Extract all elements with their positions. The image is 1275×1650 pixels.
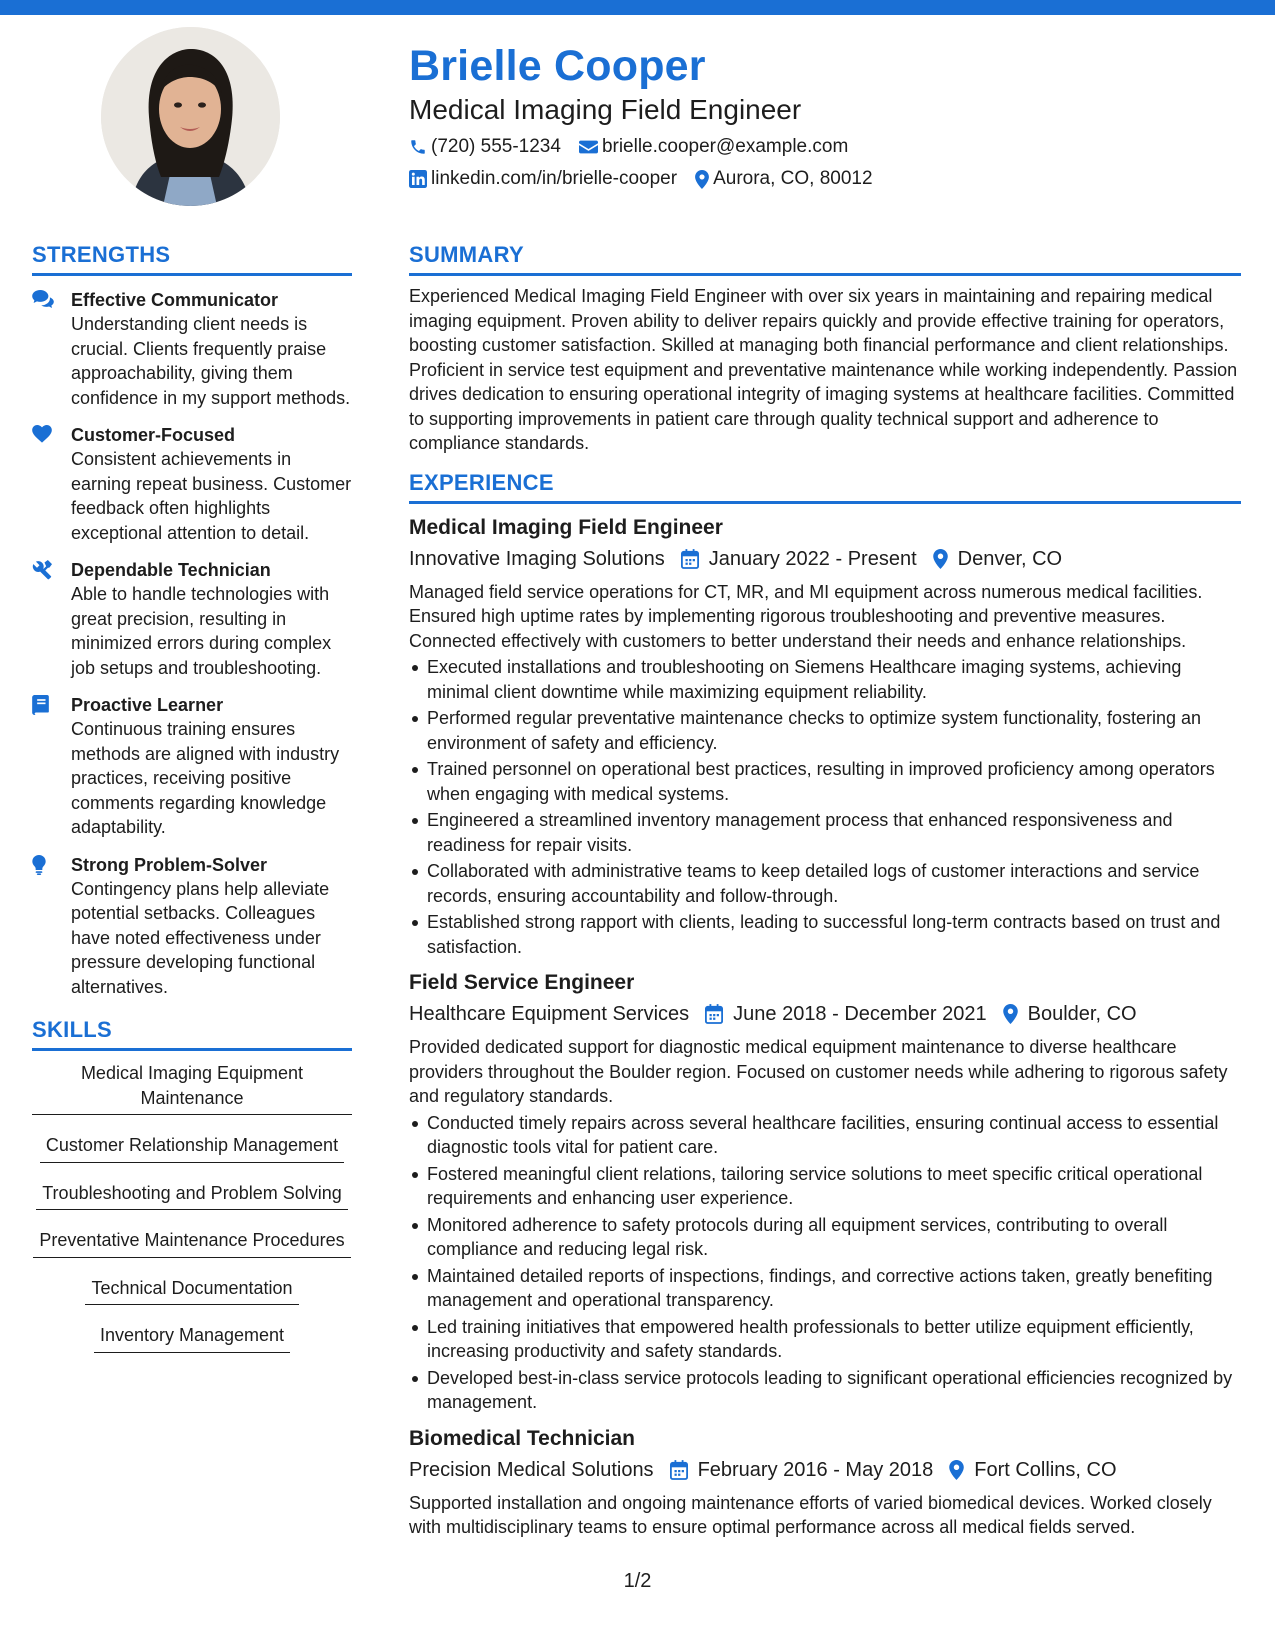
skills-list	[32, 1061, 352, 1357]
skill-label: Technical Documentation	[85, 1276, 298, 1306]
job-dates	[681, 545, 917, 573]
calendar-icon	[670, 1460, 688, 1480]
strength-title: Effective Communicator	[71, 290, 279, 310]
skill-label: Preventative Maintenance Procedures	[33, 1228, 350, 1258]
skill-item	[32, 1181, 352, 1215]
job-company	[409, 1456, 654, 1484]
map-pin-icon	[933, 549, 948, 569]
job-location	[949, 1456, 1116, 1484]
calendar-icon	[681, 549, 699, 569]
right-column	[409, 240, 1241, 1540]
job-location	[1003, 1000, 1137, 1028]
strengths-heading: STRENGTHS	[32, 242, 171, 267]
phone-text: (720) 555-1234	[431, 136, 561, 157]
strength-item	[32, 853, 352, 1000]
job-dates-text: January 2022 - Present	[708, 547, 917, 570]
strength-item	[32, 558, 352, 680]
job-company	[409, 1000, 689, 1028]
job-bullet: Maintained detailed reports of inspections, findings, and corrective actions taken, greatly benefiting management and operational transparency.	[409, 1264, 1241, 1313]
candidate-title: Medical Imaging Field Engineer	[409, 94, 802, 125]
strength-item	[32, 693, 352, 840]
book-icon	[32, 693, 71, 840]
strength-item	[32, 288, 352, 410]
email-contact[interactable]	[579, 135, 848, 159]
job-location-text: Boulder, CO	[1027, 1003, 1137, 1025]
job-bullet: Fostered meaningful client relations, tailoring service solutions to meet specific critical operational requirements and enhancing user experience.	[409, 1162, 1241, 1211]
job-meta	[409, 1000, 1241, 1028]
skill-label: Inventory Management	[94, 1323, 290, 1353]
skills-heading: SKILLS	[32, 1017, 113, 1042]
job-bullet: Trained personnel on operational best practices, resulting in improved proficiency among operators when engaging with medical systems.	[409, 757, 1241, 806]
job-title: Medical Imaging Field Engineer	[409, 515, 723, 539]
top-accent-bar	[0, 0, 1275, 15]
map-pin-icon	[695, 170, 709, 189]
heart-icon	[32, 423, 71, 545]
skill-item	[32, 1133, 352, 1167]
contact-row-2	[409, 167, 1239, 191]
email-text: brielle.cooper@example.com	[601, 136, 849, 157]
profile-photo	[101, 27, 280, 206]
skills-section	[32, 1015, 352, 1357]
job-dates	[670, 1456, 934, 1484]
job-bullet: Executed installations and troubleshooting on Siemens Healthcare imaging systems, achieving minimal client downtime while maximizing equipment reliability.	[409, 655, 1241, 704]
calendar-icon	[705, 1004, 723, 1024]
skill-label: Customer Relationship Management	[40, 1133, 344, 1163]
skill-item	[32, 1228, 352, 1262]
page-number: 1/2	[623, 1570, 652, 1592]
strengths-section	[32, 240, 352, 999]
job-bullet: Led training initiatives that empowered health professionals to better utilize equipment efficiently, increasing productivity and safety standards.	[409, 1315, 1241, 1364]
job-bullet: Collaborated with administrative teams to keep detailed logs of customer interactions and service records, ensuring accountability and follow-through.	[409, 859, 1241, 908]
strength-title: Dependable Technician	[71, 560, 271, 580]
map-pin-icon	[1003, 1004, 1018, 1024]
job-location-text: Fort Collins, CO	[974, 1458, 1117, 1481]
job-bullets	[409, 1111, 1241, 1415]
experience-section	[409, 468, 1241, 1540]
experience-heading: EXPERIENCE	[409, 469, 554, 495]
envelope-icon	[579, 139, 598, 155]
job-dates-text: June 2018 - December 2021	[733, 1003, 987, 1025]
strength-description: Contingency plans help alleviate potential setbacks. Colleagues have noted effectiveness under pressure developing functional alternatives.	[71, 878, 330, 997]
company-name: Precision Medical Solutions	[409, 1458, 654, 1481]
lightbulb-icon	[32, 853, 71, 1000]
experience-divider	[409, 501, 1241, 504]
linkedin-text: linkedin.com/in/brielle-cooper	[431, 168, 678, 189]
company-name: Innovative Imaging Solutions	[409, 547, 665, 570]
strength-item	[32, 423, 352, 545]
strengths-divider	[32, 273, 352, 276]
skill-item	[32, 1276, 352, 1310]
job-bullet: Engineered a streamlined inventory management process that enhanced responsiveness and readiness for repair visits.	[409, 808, 1241, 857]
skill-label: Troubleshooting and Problem Solving	[36, 1181, 348, 1211]
strength-description: Continuous training ensures methods are aligned with industry practices, receiving positive comments regarding knowledge adaptability.	[71, 719, 340, 837]
summary-section	[409, 240, 1241, 456]
candidate-name: Brielle Cooper	[409, 42, 706, 90]
job-description: Provided dedicated support for diagnostic medical equipment maintenance to diverse healthcare providers throughout the Boulder region. Focused on customer needs while adhering to rigorous safety and regulatory standards.	[409, 1037, 1228, 1106]
job-location	[933, 545, 1062, 573]
resume-header	[409, 40, 1239, 191]
linkedin-icon	[409, 170, 427, 188]
job-bullet: Developed best-in-class service protocols leading to significant operational efficiencies recognized by management.	[409, 1366, 1241, 1415]
contact-row-1	[409, 135, 1239, 159]
job-bullet: Conducted timely repairs across several healthcare facilities, ensuring continual access to essential diagnostic tools vital for patient care.	[409, 1111, 1241, 1160]
skill-item	[32, 1061, 352, 1119]
job-entry	[409, 969, 1241, 1415]
comments-icon	[32, 288, 71, 410]
job-meta	[409, 1456, 1241, 1484]
job-title: Field Service Engineer	[409, 971, 635, 994]
location-text: Aurora, CO, 80012	[713, 168, 873, 189]
job-description: Managed field service operations for CT, MR, and MI equipment across numerous medical facilities. Ensured high uptime rates by implementing rigorous troubleshooting and preventive measures. Connected effectively with customers to better understand their needs and enhance relationships.	[409, 581, 1203, 651]
map-pin-icon	[949, 1460, 964, 1480]
job-entry	[409, 514, 1241, 960]
job-bullet: Established strong rapport with clients, leading to successful long-term contracts based on trust and satisfaction.	[409, 910, 1241, 959]
job-bullet: Performed regular preventative maintenance checks to optimize system functionality, fostering an environment of safety and efficiency.	[409, 706, 1241, 755]
strength-title: Customer-Focused	[71, 425, 236, 445]
location-contact	[695, 167, 872, 191]
linkedin-contact[interactable]	[409, 167, 677, 191]
left-column	[32, 240, 352, 1371]
profile-photo-image	[101, 27, 280, 206]
summary-text: Experienced Medical Imaging Field Engineer with over six years in maintaining and repairing medical imaging equipment. Proven ability to deliver repairs quickly and provide effective training for operators, boosting customer satisfaction. Skilled at managing both financial performance and client relationships. Proficient in service test equipment and preventative maintenance while working independently. Passion drives dedication to ensuring operational integrity of imaging systems at healthcare facilities. Committed to supporting improvements in patient care through quality technical support and adherence to compliance standards.	[409, 286, 1238, 453]
company-name: Healthcare Equipment Services	[409, 1003, 690, 1025]
job-location-text: Denver, CO	[957, 547, 1063, 570]
job-meta	[409, 545, 1241, 573]
job-bullet: Monitored adherence to safety protocols during all equipment services, contributing to overall compliance and reducing legal risk.	[409, 1213, 1241, 1262]
skill-item	[32, 1323, 352, 1357]
job-dates-text: February 2016 - May 2018	[697, 1458, 934, 1481]
job-bullets	[409, 655, 1241, 959]
job-description: Supported installation and ongoing maintenance efforts of varied biomedical devices. Worked closely with multidisciplinary teams to ensure optimal performance across all medical fields served.	[409, 1492, 1212, 1537]
job-entry	[409, 1425, 1241, 1540]
strength-title: Proactive Learner	[71, 695, 224, 715]
tools-icon	[32, 558, 71, 680]
job-title: Biomedical Technician	[409, 1426, 636, 1450]
job-company	[409, 545, 665, 573]
strength-title: Strong Problem-Solver	[71, 854, 268, 875]
summary-divider	[409, 273, 1241, 276]
phone-icon	[409, 138, 427, 156]
summary-heading: SUMMARY	[409, 242, 524, 267]
skills-divider	[32, 1048, 352, 1051]
job-dates	[705, 1000, 987, 1028]
phone-contact	[409, 135, 561, 159]
strengths-list	[32, 288, 352, 999]
skill-label: Medical Imaging Equipment Maintenance	[32, 1061, 352, 1115]
strength-description: Able to handle technologies with great precision, resulting in minimized errors during complex job setups and troubleshooting.	[71, 584, 332, 678]
strength-description: Understanding client needs is crucial. Clients frequently praise approachability, giving them confidence in my support methods.	[71, 314, 351, 408]
strength-description: Consistent achievements in earning repeat business. Customer feedback often highlights exceptional attention to detail.	[71, 449, 352, 543]
